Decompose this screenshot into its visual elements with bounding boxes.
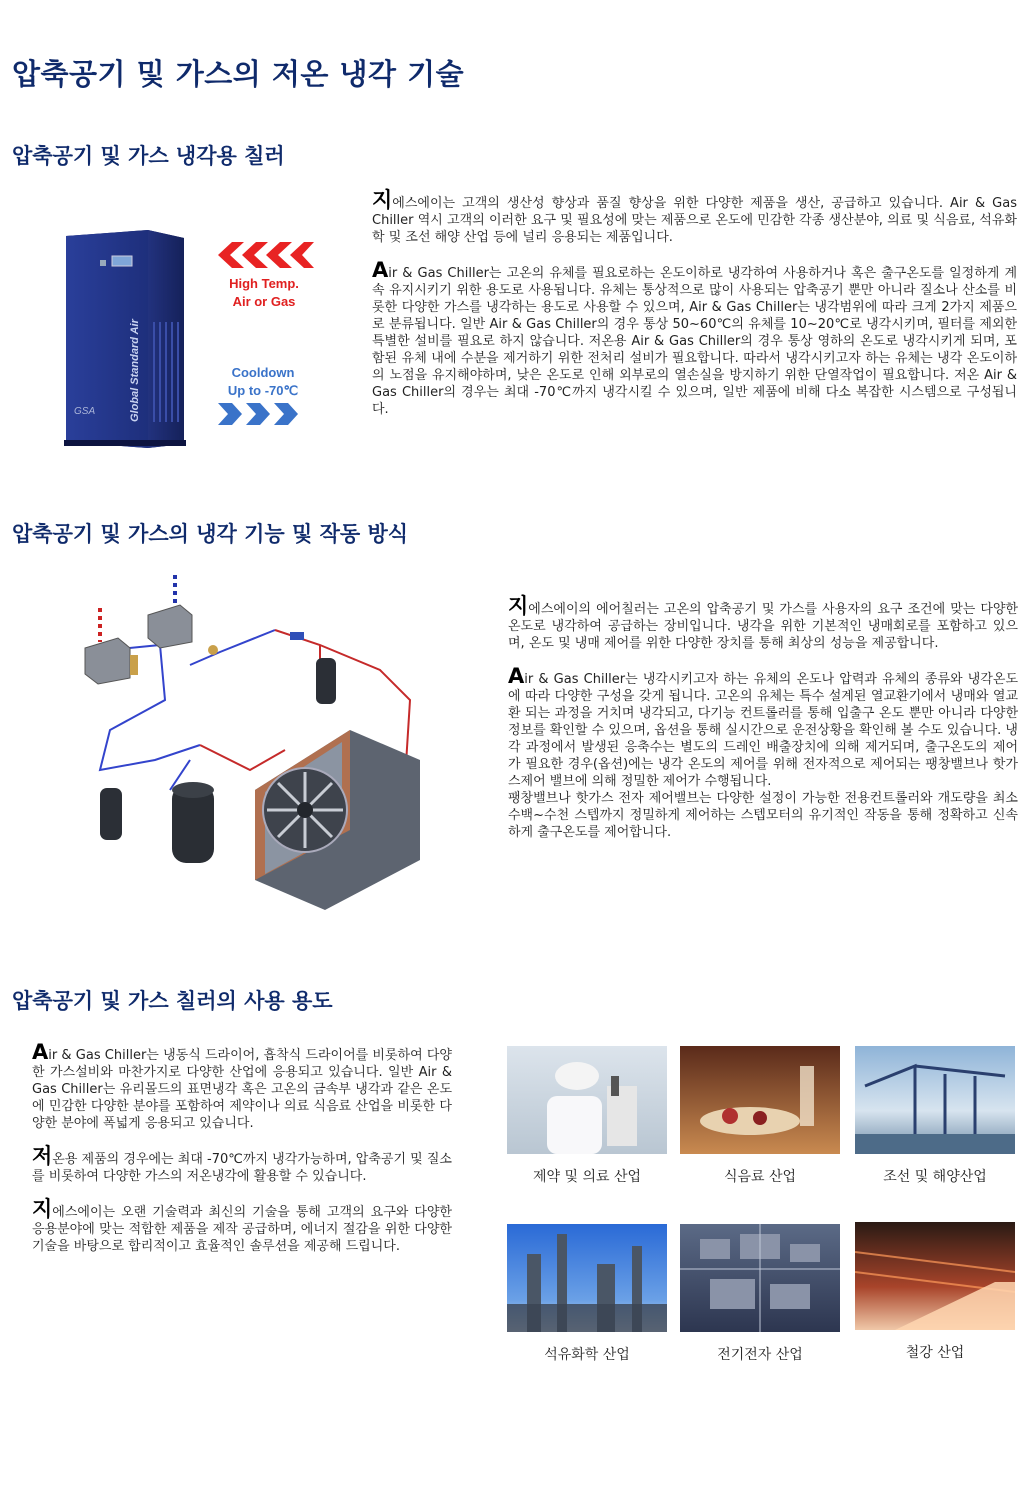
industry-label: 조선 및 해양산업 [883,1169,987,1185]
section3-heading: 압축공기 및 가스 칠러의 사용 용도 [12,989,333,1013]
section2-text: 지에스에이의 에어칠러는 고온의 압축공기 및 가스를 사용자의 요구 조건에 맞는 다양한 온도로 냉각하여 공급하는 장비입니다. 냉각을 위한 기본적인 냉매회로를 포함하고 있으며, 온도 및 냉매 제어를 위한 다양한 장치를 통해 최상의 성능을 제공합니다. Air & Gas Chiller는 냉각시키고자 하는 유체의 온도나 압력과 유체의 종류와 냉각온도에 따라 다양한 구성을 갖게 됩니다. 고온의 유체는 특수 설계된 열교환기에서 냉매와 열교환 되는 과정을 거치며 냉각되고, 다기능 컨트롤러를 통해 입출구 온도 뿐만 아니라 다양한 정보를 확인할 수 있으며, 옵션을 통해 실시간으로 운전상황을 확인해 볼 수도 있습니다. 냉각 과정에서 발생된 응축수는 별도의 드레인 배출장치에 의해 제거되며, 출구온도의 제어가 필요한 경우(옵션)에는 냉각 온도의 제어를 위해 전자적으로 제어되는 팽창밸브나 핫가스제어 밸브에 의해 정밀한 제어가 수행됩니다. 팽창밸브나 핫가스 전자 제어밸브는 다양한 설정이 가능한 전용컨트롤러와 개도량을 최소 수백~수천 스텝까지 정밀하게 제어하는 스텝모터의 유기적인 작동을 통해 정확하고 신속하게 출구온도를 제어합니다. [508,594,1018,840]
section3-text: Air & Gas Chiller는 냉동식 드라이어, 흡착식 드라이어를 비롯하여 다양한 가스설비와 마찬가지로 다양한 산업에 응용되고 있습니다. 일반 Air & Gas Chiller는 유리몰드의 표면냉각 혹은 고온의 금속부 냉각과 같은 온도에 민감한 다양한 분야를 포함하여 제약이나 의료 식음료 산업을 비롯한 다양한 분야에 폭넓게 응용되고 있습니다. 저온용 제품의 경우에는 최대 -70℃까지 냉각가능하며, 압축공기 및 질소를 비롯하여 다양한 가스의 저온냉각에 활용할 수 있습니다. 지에스에이는 오랜 기술력과 최신의 기술을 통해 고객의 요구와 다양한 응용분야에 맞는 적합한 제품을 제작 공급하며, 에너지 절감을 위한 다양한 기술을 바탕으로 합리적이고 효율적인 솔루션을 제공해 드립니다. [32,1040,452,1254]
industry-tile-food [680,1046,840,1186]
industry-tile-pharma [507,1046,667,1186]
section2-heading: 압축공기 및 가스의 냉각 기능 및 작동 방식 [12,522,409,546]
section1-text: 지에스에이는 고객의 생산성 향상과 품질 향상을 위한 다양한 제품을 생산, 공급하고 있습니다. Air & Gas Chiller 역시 고객의 이러한 요구 및 필요성에 맞는 제품으로 온도에 민감한 각종 생산분야, 의료 및 식음료, 석유화학 및 조선 해양 산업 등에 널리 응용되는 제품입니다. Air & Gas Chiller는 고온의 유체를 필요로하는 온도이하로 냉각하여 사용하거나 혹은 출구온도를 일정하게 계속 유지시키기 위한 용도로 사용됩니다. 유체는 통상적으로 많이 사용되는 압축공기 뿐만 아니라 질소나 산소를 비롯한 다양한 가스를 냉각하는 용도로 사용할 수 있으며, Air & Gas Chiller는 냉각범위에 따라 크게 2가지 제품으로 분류됩니다. 일반 Air & Gas Chiller의 경우 통상 50~60℃의 유체를 10~20℃로 냉각시키며, 필터를 제외한 특별한 설비를 필요로 하지 않습니다. 저온용 Air & Gas Chiller의 경우 통상 영하의 온도로 냉각시키게 되며, 포함된 유체 내에 수분을 제거하기 위한 전처리 설비가 필요합니다. 따라서 냉각시키고자 하는 유체는 냉각 온도이하의 노점을 유지해야하며, 낮은 온도로 인해 외부로의 열손실을 방지하기 위한 단열작업이 필요합니다. 저온 Air & Gas Chiller의 경우는 최대 -70℃까지 냉각시킬 수 있으며, 일반 제품에 비해 다소 복잡한 시스템으로 구성됩니다. [372,188,1017,417]
unit-logo: GSA [74,406,96,417]
section1-heading: 압축공기 및 가스 냉각용 칠러 [12,144,285,168]
petrochem-image [507,1224,667,1332]
shipbuilding-image [855,1046,1015,1154]
industry-label: 제약 및 의료 산업 [532,1169,642,1185]
food-image [680,1046,840,1154]
hot-arrows-icon [218,242,314,272]
industry-label: 전기전자 산업 [717,1347,803,1363]
industry-label: 식음료 산업 [723,1169,797,1185]
industry-tile-steel [855,1222,1015,1362]
refrigerant-circuit-diagram [80,570,420,910]
chiller-unit-image [60,222,190,452]
pharma-image [507,1046,667,1154]
industry-tile-petrochem [507,1224,667,1364]
industry-label: 철강 산업 [905,1345,965,1361]
unit-brand-text: Global Standard Air [129,319,141,422]
cool-arrows-icon [218,403,300,429]
industry-label: 석유화학 산업 [544,1347,630,1363]
electronics-image [680,1224,840,1332]
hot-label: High Temp. Air or Gas [229,276,299,309]
page-title: 압축공기 및 가스의 저온 냉각 기술 [12,57,465,91]
cool-label: Cooldown Up to -70℃ [227,365,299,398]
steel-image [855,1222,1015,1330]
industry-tile-electronics [680,1224,840,1364]
industry-tile-shipbuilding [855,1046,1015,1186]
